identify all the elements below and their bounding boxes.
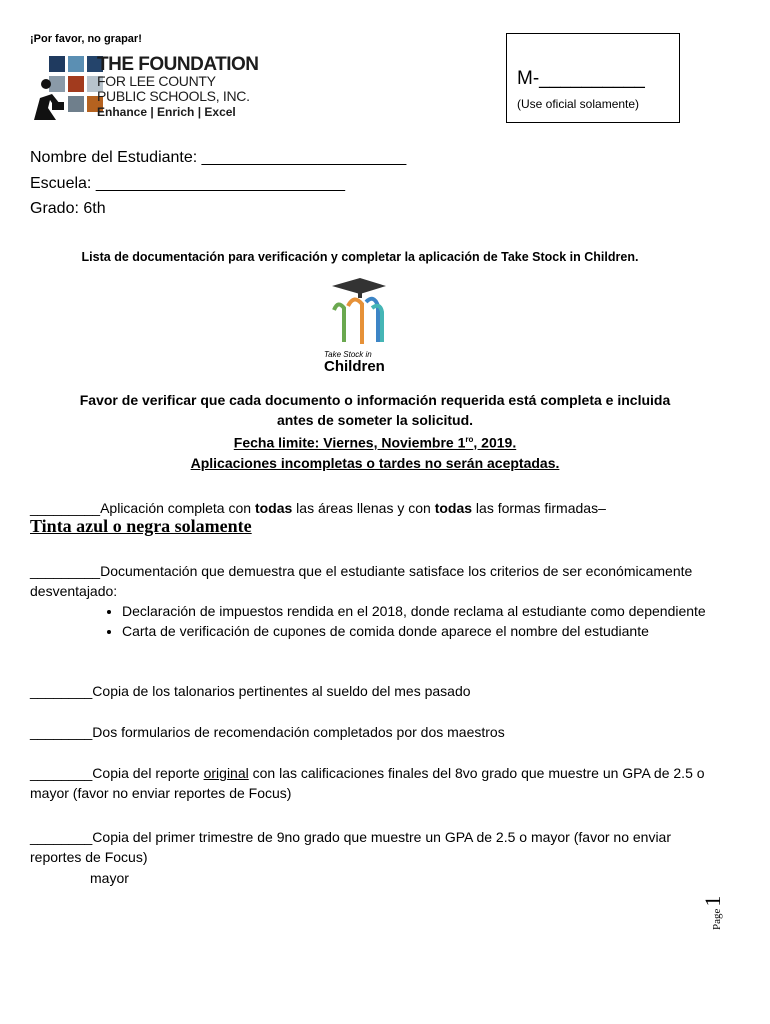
checkbox-blank[interactable]: ________ (30, 683, 93, 699)
checkbox-blank[interactable]: _________ (30, 500, 101, 516)
verify-instructions: Favor de verificar que cada documento o información requerida está completa e incluida antes de someter la solicitud. Fecha limite: Viernes, Noviembre $1^{ro}$, 2019. Aplicaciones incompletas o tardes no serán aceptadas. (30, 390, 720, 473)
office-use-box (506, 33, 680, 123)
no-staple-note: ¡Por favor, no grapar! (30, 33, 142, 45)
tsic-line2: Children (324, 358, 385, 375)
list-item: • Declaración de impuestos rendida en el 2018, donde reclama al estudiante como dependiente (122, 601, 710, 621)
deadline: Fecha limite: Viernes, Noviembre $1^{ro}$, 2019. (233, 434, 517, 451)
checklist-item-trimester: ________Copia del primer trimestre de 9no grado que muestre un GPA de 2.5 o mayor (favor no enviar reportes de Focus) (30, 829, 671, 865)
logo-title: THE FOUNDATION (97, 54, 259, 75)
checklist-item-recommendations: ________Dos formularios de recomendación completados por dos maestros (30, 724, 505, 740)
tsic-line1: Take Stock in (324, 350, 372, 359)
school-field[interactable]: Escuela: ____________________________ (30, 175, 345, 192)
checklist-heading: Lista de documentación para verificación y completar la aplicación de Take Stock in Children. (81, 250, 639, 264)
late-warning: Aplicaciones incompletas o tardes no serán aceptadas. (190, 454, 560, 471)
reader-figure-icon (30, 78, 66, 122)
checkbox-blank[interactable]: ________ (30, 765, 93, 781)
logo-subtitle: FOR LEE COUNTY PUBLIC SCHOOLS, INC. (97, 73, 250, 104)
take-stock-logo (320, 276, 400, 376)
stray-text: mayor (90, 870, 129, 886)
checkbox-blank[interactable]: _________ (30, 563, 101, 579)
office-use-note: (Use oficial solamente) (517, 97, 640, 111)
foundation-logo (30, 52, 275, 124)
checkbox-blank[interactable]: ________ (30, 724, 93, 740)
checklist-item-application: _________Aplicación completa con todas las áreas llenas y con todas las formas firmadas– (30, 500, 606, 516)
list-item: • Carta de verificación de cupones de comida donde aparece el nombre del estudiante (122, 621, 710, 641)
office-code-field[interactable]: M-__________ (517, 68, 645, 89)
page-number: Page1 (700, 895, 725, 930)
checklist-item-income-docs: _________Documentación que demuestra que el estudiante satisface los criterios de ser económicamente desventajado: • Declaración de impuestos rendida en el 2018, donde reclama al estudiante como dependiente • Carta de verificación de cupones de comida donde aparece el nombre del estudiante (30, 561, 710, 641)
grade-field: Grado: 6th (30, 200, 106, 217)
checklist-item-report-card: ________Copia del reporte original con las calificaciones finales del 8vo grado que muestre un GPA de 2.5 o mayor (favor no enviar reportes de Focus) (30, 765, 705, 801)
graduation-figures-icon (320, 276, 400, 346)
ink-requirement: Tinta azul o negra solamente (30, 516, 252, 536)
student-name-field[interactable]: Nombre del Estudiante: _______________________ (30, 149, 407, 166)
checkbox-blank[interactable]: ________ (30, 829, 93, 845)
logo-tagline: Enhance | Enrich | Excel (97, 105, 236, 119)
checklist-item-pay-stubs: ________Copia de los talonarios pertinentes al sueldo del mes pasado (30, 683, 471, 699)
